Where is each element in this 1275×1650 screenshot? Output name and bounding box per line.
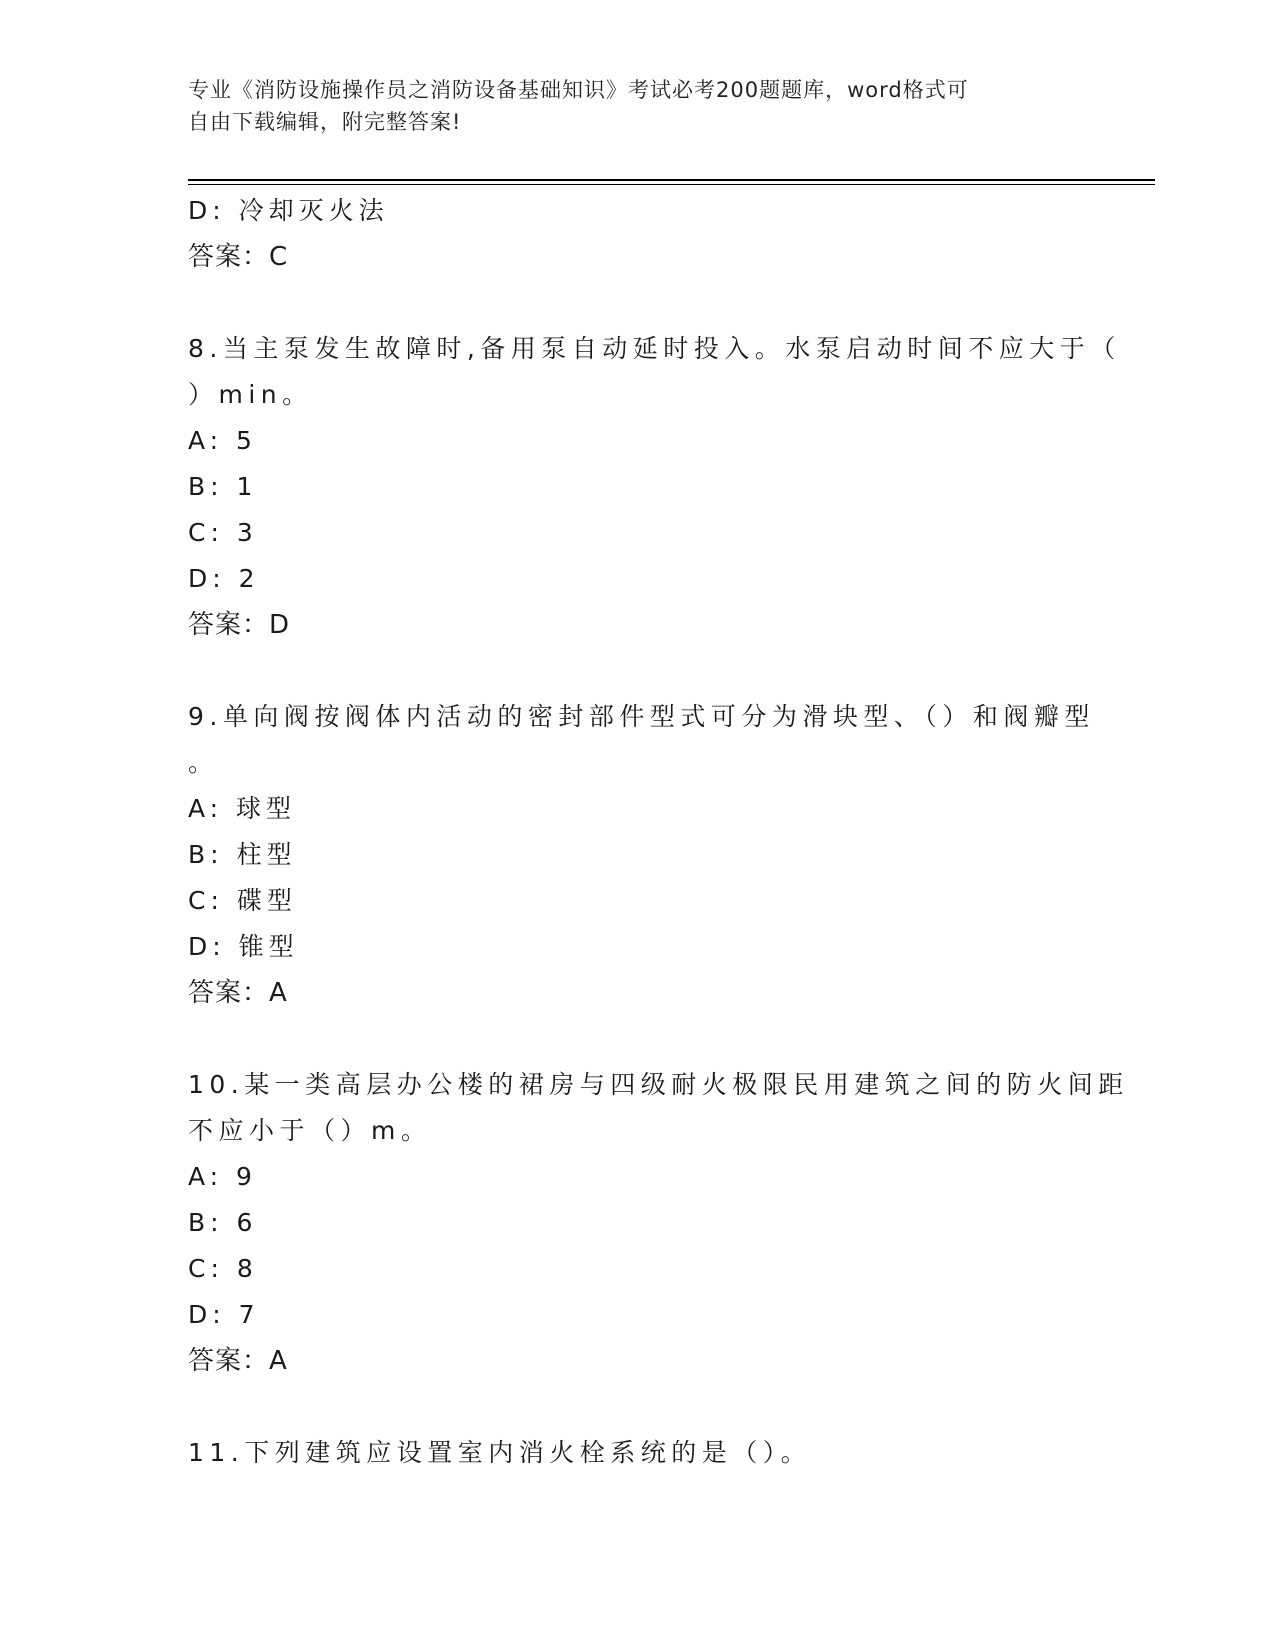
q8-stem [188,326,1121,418]
q10-option-a: A: 9 [188,1162,257,1191]
q8-stem-line-2: ）min。 [188,380,313,409]
q10-option-d: D: 7 [188,1300,260,1329]
q9-stem [188,694,1095,786]
q8-answer: 答案：D [188,610,291,640]
q10-stem [188,1062,1129,1154]
spacer [188,280,1088,326]
header-divider-thick [188,179,1155,181]
header-line-1: 专业《消防设施操作员之消防设备基础知识》考试必考200题题库，word格式可 [188,78,969,102]
q9-stem-line-1: 9.单向阀按阀体内活动的密封部件型式可分为滑块型、（）和阀瓣型 [188,702,1095,731]
q10-answer: 答案：A [188,1346,288,1376]
q9-option-d: D: 锥型 [188,932,299,961]
q10-option-c: C: 8 [188,1254,258,1283]
q8-option-a: A: 5 [188,426,257,455]
document-header [188,74,1068,138]
header-divider-thin [188,184,1155,185]
header-line-2: 自由下载编辑，附完整答案! [188,110,462,134]
q9-option-a: A: 球型 [188,794,297,823]
q8-option-b: B: 1 [188,472,258,501]
spacer [188,648,1088,694]
q11-stem-line-1: 11.下列建筑应设置室内消火栓系统的是（）。 [188,1438,812,1467]
spacer [188,1384,1088,1430]
spacer [188,1016,1088,1062]
q8-option-d: D: 2 [188,564,260,593]
q11-stem [188,1430,1088,1476]
q8-option-c: C: 3 [188,518,258,547]
q7-answer: 答案：C [188,242,289,272]
q7-option-d: D: 冷却灭火法 [188,196,389,225]
q9-stem-line-2: 。 [188,748,219,777]
q10-option-b: B: 6 [188,1208,258,1237]
q9-option-c: C: 碟型 [188,886,297,915]
q8-stem-line-1: 8.当主泵发生故障时,备用泵自动延时投入。水泵启动时间不应大于（ [188,334,1121,363]
question-list [188,188,1129,1476]
q9-option-b: B: 柱型 [188,840,297,869]
q10-stem-line-2: 不应小于（）m。 [188,1116,432,1145]
q10-stem-line-1: 10.某一类高层办公楼的裙房与四级耐火极限民用建筑之间的防火间距 [188,1070,1129,1099]
q9-answer: 答案：A [188,978,288,1008]
